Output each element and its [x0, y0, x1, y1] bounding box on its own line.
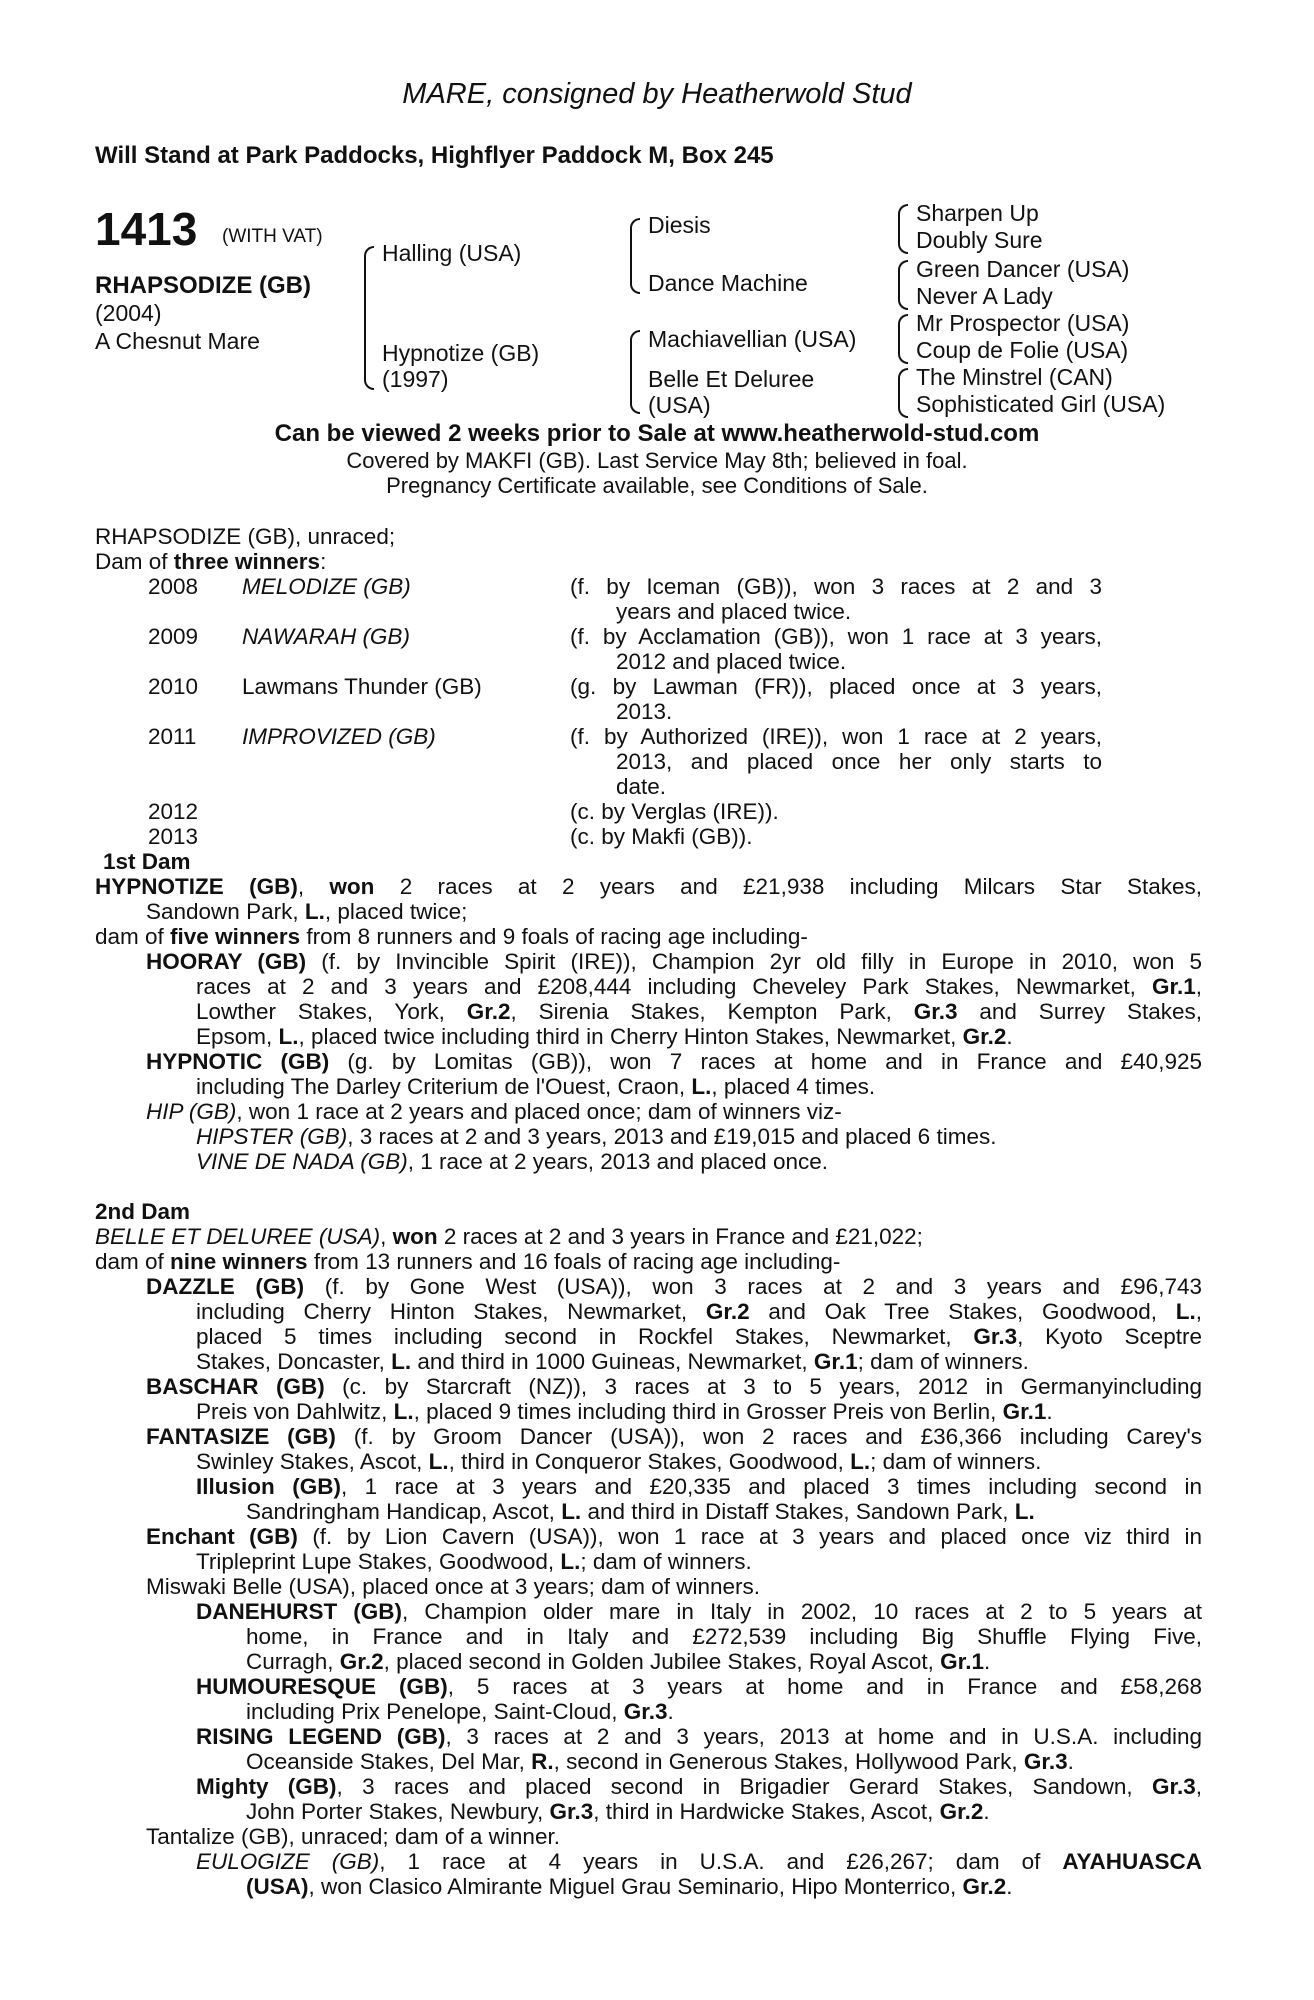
text-fragment: (c. by Starcraft (NZ)), 3 races at 3 to 5 years, 2012 in Germanyincluding [324, 1374, 1202, 1399]
race-grade: Gr.2 [466, 999, 511, 1024]
second-dam-line: home, in France and in Italy and £272,539 including Big Shuffle Flying Five, [246, 1624, 1202, 1649]
pedigree-g3-2: Doubly Sure [916, 227, 1043, 253]
second-dam-line [196, 1449, 1041, 1474]
second-dam-line [246, 1499, 1035, 1524]
first-dam-line [196, 1124, 996, 1149]
text-fragment: placed 5 times including second in Rockfel Stakes, Newmarket, [196, 1324, 974, 1349]
pregnancy-note: Pregnancy Certificate available, see Conditions of Sale. [386, 473, 928, 498]
lot-number: 1413 [95, 203, 198, 255]
pedigree-g3-8: Sophisticated Girl (USA) [916, 391, 1166, 417]
stand-location: Will Stand at Park Paddocks, Highflyer Paddock M, Box 245 [95, 142, 774, 169]
first-dam-line [196, 1024, 1013, 1049]
pedigree-sire: Halling (USA) [382, 240, 522, 266]
text-fragment: . [667, 1699, 674, 1724]
horse-description: A Chesnut Mare [95, 328, 260, 354]
second-dam-name: BELLE ET DELUREE (USA) [95, 1224, 381, 1249]
produce-detail: years and placed twice. [616, 599, 852, 624]
race-grade: L. [1175, 1299, 1196, 1324]
race-grade: Gr.2 [339, 1649, 384, 1674]
second-dam-line [146, 1274, 1202, 1299]
text-fragment: , [1195, 1774, 1202, 1799]
viewing-note: Can be viewed 2 weeks prior to Sale at www.heatherwold-stud.com [274, 420, 1040, 447]
second-dam-line [246, 1799, 990, 1824]
text-fragment: , [1195, 1299, 1202, 1324]
race-grade: Gr.3 [549, 1799, 594, 1824]
second-dam-line [196, 1849, 1202, 1874]
page-title: MARE, consigned by Heatherwold Stud [402, 78, 912, 110]
pedigree-dam-dam: Belle Et Deluree [648, 366, 815, 392]
horse-name: RHAPSODIZE (GB) [95, 272, 311, 299]
race-grade: Gr.2 [705, 1299, 750, 1324]
text-fragment: , third in Hardwicke Stakes, Ascot, [593, 1799, 940, 1824]
race-grade: Gr.1 [940, 1649, 984, 1674]
offspring-name: AYAHUASCA [1062, 1849, 1202, 1874]
text-fragment: and Oak Tree Stakes, Goodwood, [749, 1299, 1176, 1324]
second-dam-line [196, 1724, 1202, 1749]
pedigree-brace-g4 [898, 368, 908, 418]
text-fragment: , 5 races at 3 years at home and in France and £58,268 [447, 1674, 1202, 1699]
second-dam-line [246, 1649, 990, 1674]
produce-dam-of-pre: Dam of [95, 549, 174, 574]
second-dam-line [196, 1474, 1202, 1499]
race-grade: Gr.3 [973, 1324, 1018, 1349]
text-fragment: nine winners [170, 1249, 308, 1274]
offspring-name: Illusion (GB) [196, 1474, 341, 1499]
text-fragment: , 1 race at 3 years and £20,335 and placed 3 times including second in [340, 1474, 1202, 1499]
text-fragment: , [297, 874, 330, 899]
second-dam-line [146, 1374, 1202, 1399]
second-dam-line [196, 1599, 1202, 1624]
second-dam-line [196, 1774, 1202, 1799]
produce-detail: (f. by Authorized (IRE)), won 1 race at 2 years, [570, 724, 1102, 749]
race-grade: L. [304, 899, 325, 924]
second-dam-line [196, 1349, 1029, 1374]
produce-year: 2008 [148, 574, 199, 599]
second-dam-line [146, 1524, 1202, 1549]
pedigree-sire-sire: Diesis [648, 212, 711, 238]
second-dam-line [196, 1324, 1202, 1349]
text-fragment: Curragh, [246, 1649, 340, 1674]
produce-detail: (f. by Acclamation (GB)), won 1 race at 3 years, [570, 624, 1102, 649]
produce-name: Lawmans Thunder (GB) [242, 674, 482, 699]
text-fragment: , 3 races at 2 and 3 years, 2013 at home and in U.S.A. including [445, 1724, 1202, 1749]
text-fragment: five winners [170, 924, 301, 949]
pedigree-dam-year: (1997) [382, 366, 449, 392]
text-fragment: 2 races at 2 years and £21,938 including Milcars Star Stakes, [374, 874, 1203, 899]
first-dam-line [95, 924, 808, 949]
race-grade: Gr.1 [1002, 1399, 1047, 1424]
second-dam-line [196, 1674, 1202, 1699]
produce-detail: 2013, and placed once her only starts to [616, 749, 1102, 774]
second-dam-line [246, 1749, 1074, 1774]
offspring-name: VINE DE NADA (GB) [196, 1149, 408, 1174]
text-fragment: , 3 races and placed second in Brigadier Gerard Stakes, Sandown, [336, 1774, 1152, 1799]
text-fragment: dam of [95, 924, 171, 949]
text-fragment: Swinley Stakes, Ascot, [196, 1449, 429, 1474]
offspring-name: Mighty (GB) [196, 1774, 337, 1799]
first-dam-line [196, 1074, 875, 1099]
produce-year: 2009 [148, 624, 199, 649]
text-fragment: . [983, 1799, 990, 1824]
produce-dam-of-count: three winners [173, 549, 321, 574]
second-dam-heading: 2nd Dam [95, 1199, 191, 1224]
race-grade: L. [850, 1449, 871, 1474]
race-grade: L. [393, 1399, 414, 1424]
race-grade: L. [278, 1024, 299, 1049]
race-grade: L. [560, 1549, 581, 1574]
text-fragment: (f. by Lion Cavern (USA)), won 1 race at 3 years and placed once viz third in [297, 1524, 1202, 1549]
pedigree-brace-g2 [898, 260, 908, 310]
offspring-name: HUMOURESQUE (GB) [196, 1674, 448, 1699]
covered-note: Covered by MAKFI (GB). Last Service May 8th; believed in foal. [346, 448, 968, 473]
text-fragment: , placed twice including third in Cherry Hinton Stakes, Newmarket, [298, 1024, 963, 1049]
text-fragment: , won 1 race at 2 years and placed once; dam of winners viz- [236, 1099, 842, 1124]
text-fragment: , 3 races at 2 and 3 years, 2013 and £19,015 and placed 6 times. [347, 1124, 997, 1149]
offspring-name: DANEHURST (GB) [196, 1599, 403, 1624]
text-fragment: (USA) [246, 1874, 309, 1899]
text-fragment: from 13 runners and 16 foals of racing age including- [307, 1249, 841, 1274]
first-dam-line [146, 899, 467, 924]
text-fragment: ; dam of winners. [857, 1349, 1029, 1374]
text-fragment: and third in Distaff Stakes, Sandown Park, [581, 1499, 1015, 1524]
text-fragment: (f. by Groom Dancer (USA)), won 2 races and £36,366 including Carey's [335, 1424, 1202, 1449]
text-fragment: Stakes, Doncaster, [196, 1349, 392, 1374]
first-dam-line [196, 974, 1202, 999]
text-fragment: , 1 race at 2 years, 2013 and placed once. [407, 1149, 828, 1174]
race-grade: Gr.2 [939, 1799, 984, 1824]
text-fragment: Sandringham Handicap, Ascot, [246, 1499, 562, 1524]
text-fragment: , third in Conqueror Stakes, Goodwood, [448, 1449, 851, 1474]
race-grade: L. [391, 1349, 412, 1374]
pedigree-brace-g3 [898, 314, 908, 364]
text-fragment: John Porter Stakes, Newbury, [246, 1799, 550, 1824]
offspring-name: HIPSTER (GB) [196, 1124, 348, 1149]
text-fragment: , placed 9 times including third in Grosser Preis von Berlin, [413, 1399, 1003, 1424]
produce-year: 2010 [148, 674, 199, 699]
text-fragment: and third in 1000 Guineas, Newmarket, [411, 1349, 814, 1374]
pedigree-g3-7: The Minstrel (CAN) [916, 364, 1113, 390]
text-fragment: (f. by Invincible Spirit (IRE)), Champion 2yr old filly in Europe in 2010, won 5 [306, 949, 1202, 974]
offspring-name: RISING LEGEND (GB) [196, 1724, 446, 1749]
produce-name: MELODIZE (GB) [242, 574, 411, 599]
race-grade: R. [531, 1749, 554, 1774]
text-fragment: . [983, 1649, 991, 1674]
pedigree-g3-5: Mr Prospector (USA) [916, 310, 1130, 336]
produce-year: 2013 [148, 824, 199, 849]
produce-detail: (f. by Iceman (GB)), won 3 races at 2 and 3 [570, 574, 1102, 599]
text-fragment: and Surrey Stakes, [957, 999, 1202, 1024]
offspring-name: DAZZLE (GB) [146, 1274, 305, 1299]
text-fragment: Preis von Dahlwitz, [196, 1399, 394, 1424]
first-dam-line [196, 1149, 828, 1174]
second-dam-line [95, 1249, 840, 1274]
text-fragment: , second in Generous Stakes, Hollywood Park, [553, 1749, 1024, 1774]
text-fragment: . [1046, 1399, 1053, 1424]
produce-year: 2012 [148, 799, 199, 824]
text-fragment: from 8 runners and 9 foals of racing age including- [300, 924, 808, 949]
text-fragment: , won Clasico Almirante Miguel Grau Seminario, Hipo Monterrico, [308, 1874, 963, 1899]
race-grade: Gr.1 [1151, 974, 1196, 999]
text-fragment: , Sirenia Stakes, Kempton Park, [510, 999, 914, 1024]
second-dam-line [196, 1299, 1202, 1324]
second-dam-line [246, 1699, 674, 1724]
race-grade: Gr.2 [962, 1874, 1007, 1899]
race-grade: Gr.1 [813, 1349, 858, 1374]
text-fragment: (f. by Gone West (USA)), won 3 races at 2 and 3 years and £96,743 [304, 1274, 1202, 1299]
text-fragment: (g. by Lomitas (GB)), won 7 races at home and in France and £40,925 [329, 1049, 1202, 1074]
first-dam-line [196, 999, 1202, 1024]
text-fragment: won [329, 874, 375, 899]
first-dam-line [95, 874, 1202, 899]
offspring-name: Enchant (GB) [146, 1524, 298, 1549]
pedigree-g3-6: Coup de Folie (USA) [916, 337, 1129, 363]
produce-detail: 2012 and placed twice. [616, 649, 847, 674]
race-grade: L. [1014, 1499, 1035, 1524]
race-grade: L. [561, 1499, 582, 1524]
second-dam-line: Tantalize (GB), unraced; dam of a winner. [146, 1824, 560, 1849]
race-grade: Gr.3 [1151, 1774, 1196, 1799]
produce-detail: (g. by Lawman (FR)), placed once at 3 years, [570, 674, 1102, 699]
offspring-name: HYPNOTIC (GB) [146, 1049, 330, 1074]
text-fragment: including The Darley Criterium de l'Ouest, Craon, [196, 1074, 692, 1099]
race-grade: Gr.3 [913, 999, 958, 1024]
text-fragment: Sandown Park, [146, 899, 305, 924]
text-fragment: ; dam of winners. [870, 1449, 1042, 1474]
first-dam-line [146, 1049, 1202, 1074]
text-fragment: , placed second in Golden Jubilee Stakes, Royal Ascot, [383, 1649, 941, 1674]
produce-detail: (c. by Verglas (IRE)). [570, 799, 779, 824]
offspring-name: HOORAY (GB) [146, 949, 307, 974]
second-dam-line [196, 1549, 752, 1574]
race-grade: Gr.3 [623, 1699, 668, 1724]
produce-year: 2011 [148, 724, 197, 749]
offspring-name: FANTASIZE (GB) [146, 1424, 336, 1449]
text-fragment: . [1067, 1749, 1074, 1774]
pedigree-brace-dam [630, 330, 640, 414]
first-dam-line [146, 1099, 842, 1124]
text-fragment: , placed twice; [324, 899, 468, 924]
pedigree-brace-g1 [898, 204, 908, 254]
offspring-name: BASCHAR (GB) [146, 1374, 325, 1399]
first-dam-name: HYPNOTIZE (GB) [95, 874, 298, 899]
race-grade: L. [691, 1074, 712, 1099]
pedigree-brace-sire [630, 218, 640, 294]
offspring-name: EULOGIZE (GB) [196, 1849, 380, 1874]
produce-detail: 2013. [616, 699, 673, 724]
first-dam-line [146, 949, 1202, 974]
produce-name: IMPROVIZED (GB) [242, 724, 436, 749]
second-dam-line [246, 1874, 1013, 1899]
text-fragment: , Kyoto Sceptre [1017, 1324, 1202, 1349]
offspring-name: HIP (GB) [146, 1099, 237, 1124]
pedigree-g3-4: Never A Lady [916, 283, 1053, 309]
produce-dam-of-post: : [320, 549, 327, 574]
text-fragment: including Cherry Hinton Stakes, Newmarket, [196, 1299, 706, 1324]
text-fragment: . [1006, 1874, 1013, 1899]
first-dam-heading: 1st Dam [103, 849, 191, 874]
text-fragment: , Champion older mare in Italy in 2002, 10 races at 2 to 5 years at [402, 1599, 1202, 1624]
text-fragment: races at 2 and 3 years and £208,444 including Cheveley Park Stakes, Newmarket, [196, 974, 1152, 999]
second-dam-line: Miswaki Belle (USA), placed once at 3 years; dam of winners. [146, 1574, 761, 1599]
text-fragment: . [1006, 1024, 1013, 1049]
produce-dam-of [95, 549, 326, 574]
pedigree-g3-3: Green Dancer (USA) [916, 256, 1130, 282]
second-dam-line [95, 1224, 923, 1249]
text-fragment: dam of [95, 1249, 171, 1274]
pedigree-dam: Hypnotize (GB) [382, 340, 540, 366]
text-fragment: Lowther Stakes, York, [196, 999, 467, 1024]
text-fragment: , [1195, 974, 1202, 999]
race-grade: L. [428, 1449, 449, 1474]
text-fragment: including Prix Penelope, Saint-Cloud, [246, 1699, 624, 1724]
horse-year: (2004) [95, 300, 162, 326]
produce-name: NAWARAH (GB) [242, 624, 410, 649]
pedigree-g3-1: Sharpen Up [916, 200, 1039, 226]
text-fragment: , [380, 1224, 393, 1249]
race-grade: Gr.3 [1023, 1749, 1068, 1774]
text-fragment: 2 races at 2 and 3 years in France and £21,022; [437, 1224, 923, 1249]
pedigree-sire-dam: Dance Machine [648, 270, 808, 296]
produce-detail: (c. by Makfi (GB)). [570, 824, 753, 849]
second-dam-line [146, 1424, 1202, 1449]
text-fragment: , placed 4 times. [711, 1074, 876, 1099]
text-fragment: Tripleprint Lupe Stakes, Goodwood, [196, 1549, 561, 1574]
text-fragment: Oceanside Stakes, Del Mar, [246, 1749, 532, 1774]
pedigree-dam-sire: Machiavellian (USA) [648, 326, 857, 352]
produce-intro: RHAPSODIZE (GB), unraced; [95, 524, 396, 549]
text-fragment: won [392, 1224, 438, 1249]
text-fragment: Epsom, [196, 1024, 279, 1049]
text-fragment: , 1 race at 4 years in U.S.A. and £26,267; dam of [379, 1849, 1063, 1874]
pedigree-brace-gen1 [364, 246, 374, 390]
produce-detail: date. [616, 774, 667, 799]
text-fragment: ; dam of winners. [580, 1549, 752, 1574]
pedigree-dam-dam-country: (USA) [648, 392, 711, 418]
vat-note: (WITH VAT) [222, 226, 323, 247]
second-dam-line [196, 1399, 1053, 1424]
race-grade: Gr.2 [962, 1024, 1007, 1049]
